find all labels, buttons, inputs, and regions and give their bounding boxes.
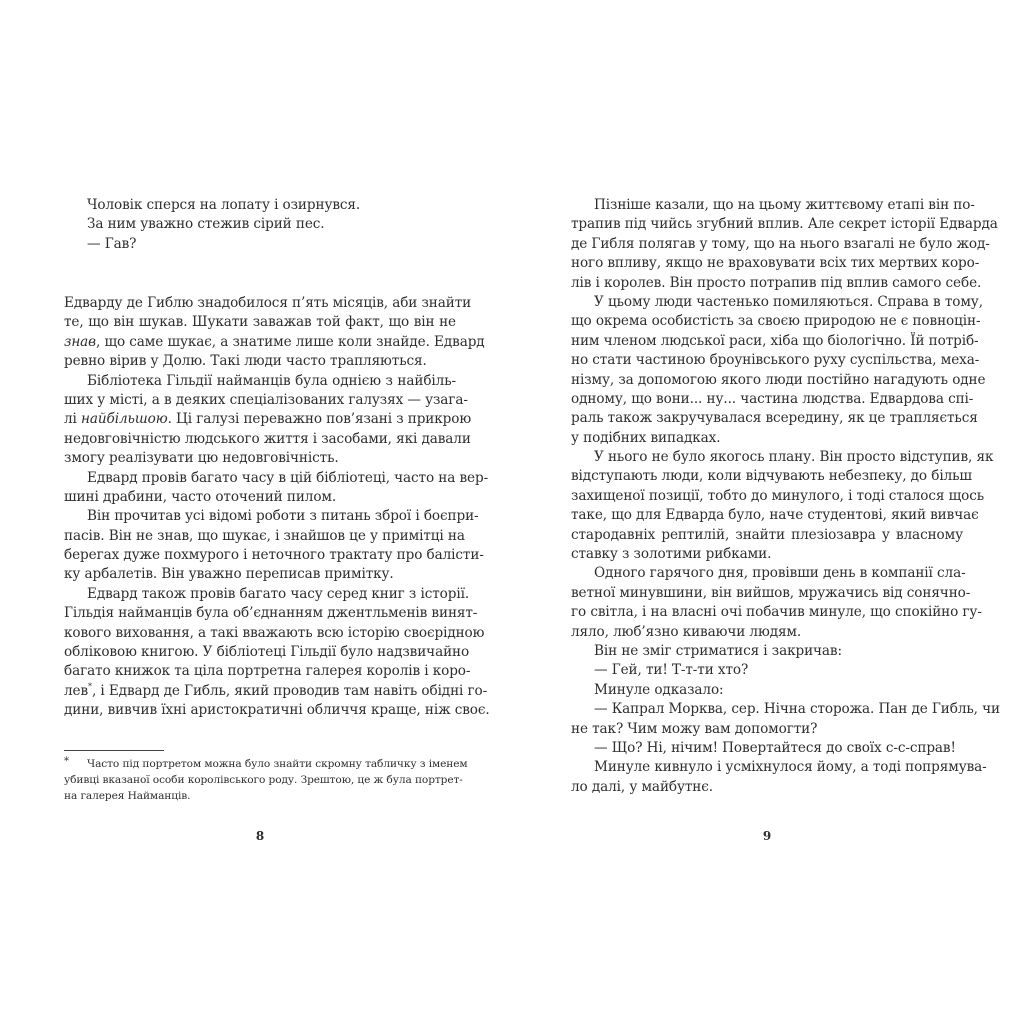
- text-segment: шині драбини, часто оточений пилом.: [64, 488, 337, 505]
- text-line: [64, 507, 479, 526]
- text-segment: ших у місті, а в деяких спеціалізованих галузях — узага-: [64, 391, 468, 408]
- text-segment: но стати частиною броунівського руху суспільства, меха-: [571, 352, 980, 369]
- text-line: [64, 313, 456, 332]
- text-line: [64, 294, 472, 313]
- text-line: [64, 701, 490, 720]
- page-number: 8: [255, 829, 265, 843]
- text-line: [571, 429, 963, 448]
- text-line: [571, 448, 994, 467]
- text-segment: Едвард провів багато часу в цій бібліотеці, часто на вер-: [87, 469, 489, 486]
- text-line: [571, 778, 963, 797]
- text-line: [571, 312, 981, 331]
- text-segment: Бібліотека Гільдії найманців була однією з найбіль-: [87, 372, 456, 389]
- text-segment: Гільдія найманців була об’єднанням джентльменів винят-: [64, 605, 478, 622]
- text-segment: , що саме шукає, а знатиме лише коли знайде. Едвард: [96, 333, 485, 350]
- text-segment: За ним уважно стежив сірий пес.: [87, 216, 325, 233]
- text-line: [571, 584, 971, 603]
- text-line: [571, 700, 1000, 719]
- text-line: [571, 487, 985, 506]
- text-segment: кового виховання, а такі вважають всю історію своєрідною: [64, 624, 485, 641]
- text-segment: — Що? Ні, нічим! Повертайтеся до своїх с-с-справ!: [594, 739, 956, 756]
- text-segment: Едвард також провів багато часу серед книг з історії.: [87, 585, 470, 602]
- emphasis-text: знав: [64, 333, 96, 350]
- text-line: [64, 527, 465, 546]
- text-segment: — Гей, ти! Т-т-ти хто?: [594, 662, 749, 679]
- text-segment: ного впливу, якщо не враховувати всіх тих мертвих коро-: [571, 255, 980, 272]
- text-segment: го світла, і на власні очі побачив минуле, що спокійно гу-: [571, 604, 982, 621]
- text-line: [571, 409, 978, 428]
- body-text: [571, 196, 1000, 797]
- text-segment: ветної минувшини, він вийшов, мружачись від сонячно-: [571, 584, 971, 601]
- text-line: [571, 467, 972, 486]
- text-segment: те, що він шукав. Шукати заважав той факт, що він не: [64, 314, 456, 331]
- text-segment: Едварду де Гиблю знадобилося п’ять місяців, аби знайти: [64, 295, 472, 311]
- text-line: [571, 235, 990, 254]
- footnote-line: убивці вказаної особи королівського роду. Зрештою, це ж була портрет-: [64, 774, 463, 786]
- text-segment: ним членом людської раси, хіба що біологічно. Їй потріб-: [571, 332, 979, 349]
- epigraph-block: [64, 196, 456, 254]
- text-line: [64, 430, 471, 449]
- text-line: [64, 410, 472, 429]
- text-line: [571, 274, 982, 293]
- text-line: [64, 546, 484, 565]
- text-line: [571, 642, 963, 661]
- text-line: [571, 661, 963, 680]
- text-segment: раль також закручувалася всередину, як це трапляється: [571, 410, 978, 427]
- text-segment: що окрема особистість за своєю природою не є повноцін-: [571, 313, 981, 330]
- text-line: [64, 681, 488, 701]
- text-segment: — Капрал Морква, сер. Нічна сторожа. Пан де Гибль, чи: [594, 701, 1000, 718]
- text-line: [64, 372, 456, 391]
- text-line: [571, 545, 963, 564]
- text-segment: нізму, за допомогою якого люди постійно нагадують одне: [571, 371, 986, 388]
- text-segment: Минуле кивнуло і усміхнулося йому, а тоді попрямува-: [594, 759, 987, 776]
- footnote-reference: *: [88, 681, 92, 691]
- text-segment: ку арбалетів. Він уважно переписав примітку.: [64, 566, 394, 583]
- text-line: [571, 351, 980, 370]
- text-line: [571, 623, 963, 642]
- text-segment: обліковою книгою. У бібліотеці Гільдії було надзвичайно: [64, 644, 470, 661]
- text-segment: Пізніше казали, що на цьому життєвому етапі він по-: [594, 197, 975, 213]
- text-segment: лі: [64, 411, 82, 428]
- text-line: [64, 585, 470, 604]
- text-line: [571, 371, 986, 390]
- text-segment: лів і королев. Він просто потрапив під вплив самого себе.: [571, 274, 982, 291]
- text-line: [64, 604, 478, 623]
- text-segment: таке, що для Едварда було, наче студентові, який вивчає: [571, 507, 979, 524]
- text-line: [571, 293, 983, 312]
- text-line: [571, 603, 982, 622]
- text-segment: не так? Чим можу вам допомогти?: [571, 720, 818, 737]
- page-number: 9: [762, 829, 772, 843]
- text-segment: — Гав?: [87, 235, 137, 252]
- text-line: [64, 449, 456, 468]
- text-line: [64, 391, 468, 410]
- text-segment: недовговічністю людського життя і засобами, які давали: [64, 430, 471, 447]
- text-segment: Він не зміг стриматися і закричав:: [594, 642, 842, 659]
- footnote-rule: [64, 750, 164, 751]
- text-line: [64, 215, 456, 234]
- text-segment: трапив під чийсь згубний вплив. Але секрет історії Едварда: [571, 216, 998, 233]
- text-segment: багато книжок та ціла портретна галерея королів і коро-: [64, 663, 471, 680]
- text-line: [571, 215, 998, 234]
- text-line: [64, 565, 456, 584]
- text-line: [571, 332, 979, 351]
- text-line: [571, 254, 980, 273]
- text-segment: У нього не було якогось плану. Він просто відступив, як: [594, 449, 994, 466]
- text-line: [64, 624, 485, 643]
- text-line: [571, 758, 987, 777]
- text-segment: дини, вивчив їхні аристократичні обличчя краще, ніж своє.: [64, 702, 490, 719]
- text-segment: У цьому люди частенько помиляються. Справа в тому,: [594, 293, 983, 310]
- text-segment: захищеної позиції, тобто до минулого, і тоді сталося щось: [571, 487, 985, 504]
- text-line: [64, 196, 456, 215]
- emphasis-text: найбільшою: [81, 411, 168, 428]
- text-line: [64, 488, 456, 507]
- text-segment: Одного гарячого дня, провівши день в компанії сла-: [594, 565, 966, 582]
- text-segment: берегах дуже похмурого і неточного трактату про балісти-: [64, 547, 484, 564]
- text-segment: Чоловік сперся на лопату і озирнувся.: [87, 197, 361, 213]
- text-line: [571, 720, 963, 739]
- text-segment: стародавніх рептилій, знайти плезіозавра у власному: [571, 526, 963, 543]
- text-segment: лев: [64, 682, 89, 699]
- body-text: [64, 294, 490, 721]
- text-line: [64, 235, 456, 254]
- text-segment: одному, що вони... ну... частина людства. Едвардова спі-: [571, 390, 974, 407]
- text-line: [571, 390, 974, 409]
- text-segment: ставку з золотими рибками.: [571, 546, 772, 563]
- text-segment: , і Едвард де Гибль, який проводив там навіть обідні го-: [91, 682, 488, 699]
- text-segment: у подібних випадках.: [571, 429, 721, 446]
- text-segment: змогу реалізувати цю недовговічність.: [64, 450, 339, 467]
- text-line: [571, 739, 963, 758]
- text-segment: пасів. Він не знав, що шукає, і знайшов це у примітці на: [64, 527, 465, 544]
- text-segment: . Ці галузі переважно пов’язані з прикрою: [167, 411, 472, 428]
- text-line: [571, 506, 979, 525]
- text-segment: де Гибля полягав у тому, що на нього взагалі не було жод-: [571, 235, 990, 252]
- text-line: [571, 564, 966, 583]
- text-line: [64, 469, 489, 488]
- text-line: [64, 662, 471, 681]
- text-line: [571, 526, 963, 545]
- footnote-marker: *: [64, 756, 69, 767]
- footnote-line: Часто під портретом можна було знайти скромну табличку з іменем: [87, 758, 468, 770]
- text-segment: ревно вірив у Долю. Такі люди часто трапляються.: [64, 353, 427, 370]
- text-line: [571, 196, 975, 215]
- text-line: [64, 333, 485, 352]
- text-segment: відступають люди, коли відчувають небезпеку, до більш: [571, 468, 972, 485]
- text-line: [571, 681, 963, 700]
- text-line: [64, 352, 456, 371]
- footnote-line: на галерея Найманців.: [64, 790, 191, 802]
- text-segment: ляло, люб’язно киваючи людям.: [571, 623, 802, 640]
- text-segment: Він прочитав усі відомі роботи з питань зброї і боєпри-: [87, 508, 479, 525]
- text-segment: ло далі, у майбутнє.: [571, 778, 713, 795]
- text-line: [64, 643, 470, 662]
- text-segment: Минуле одказало:: [594, 681, 724, 698]
- footnote: [64, 756, 468, 804]
